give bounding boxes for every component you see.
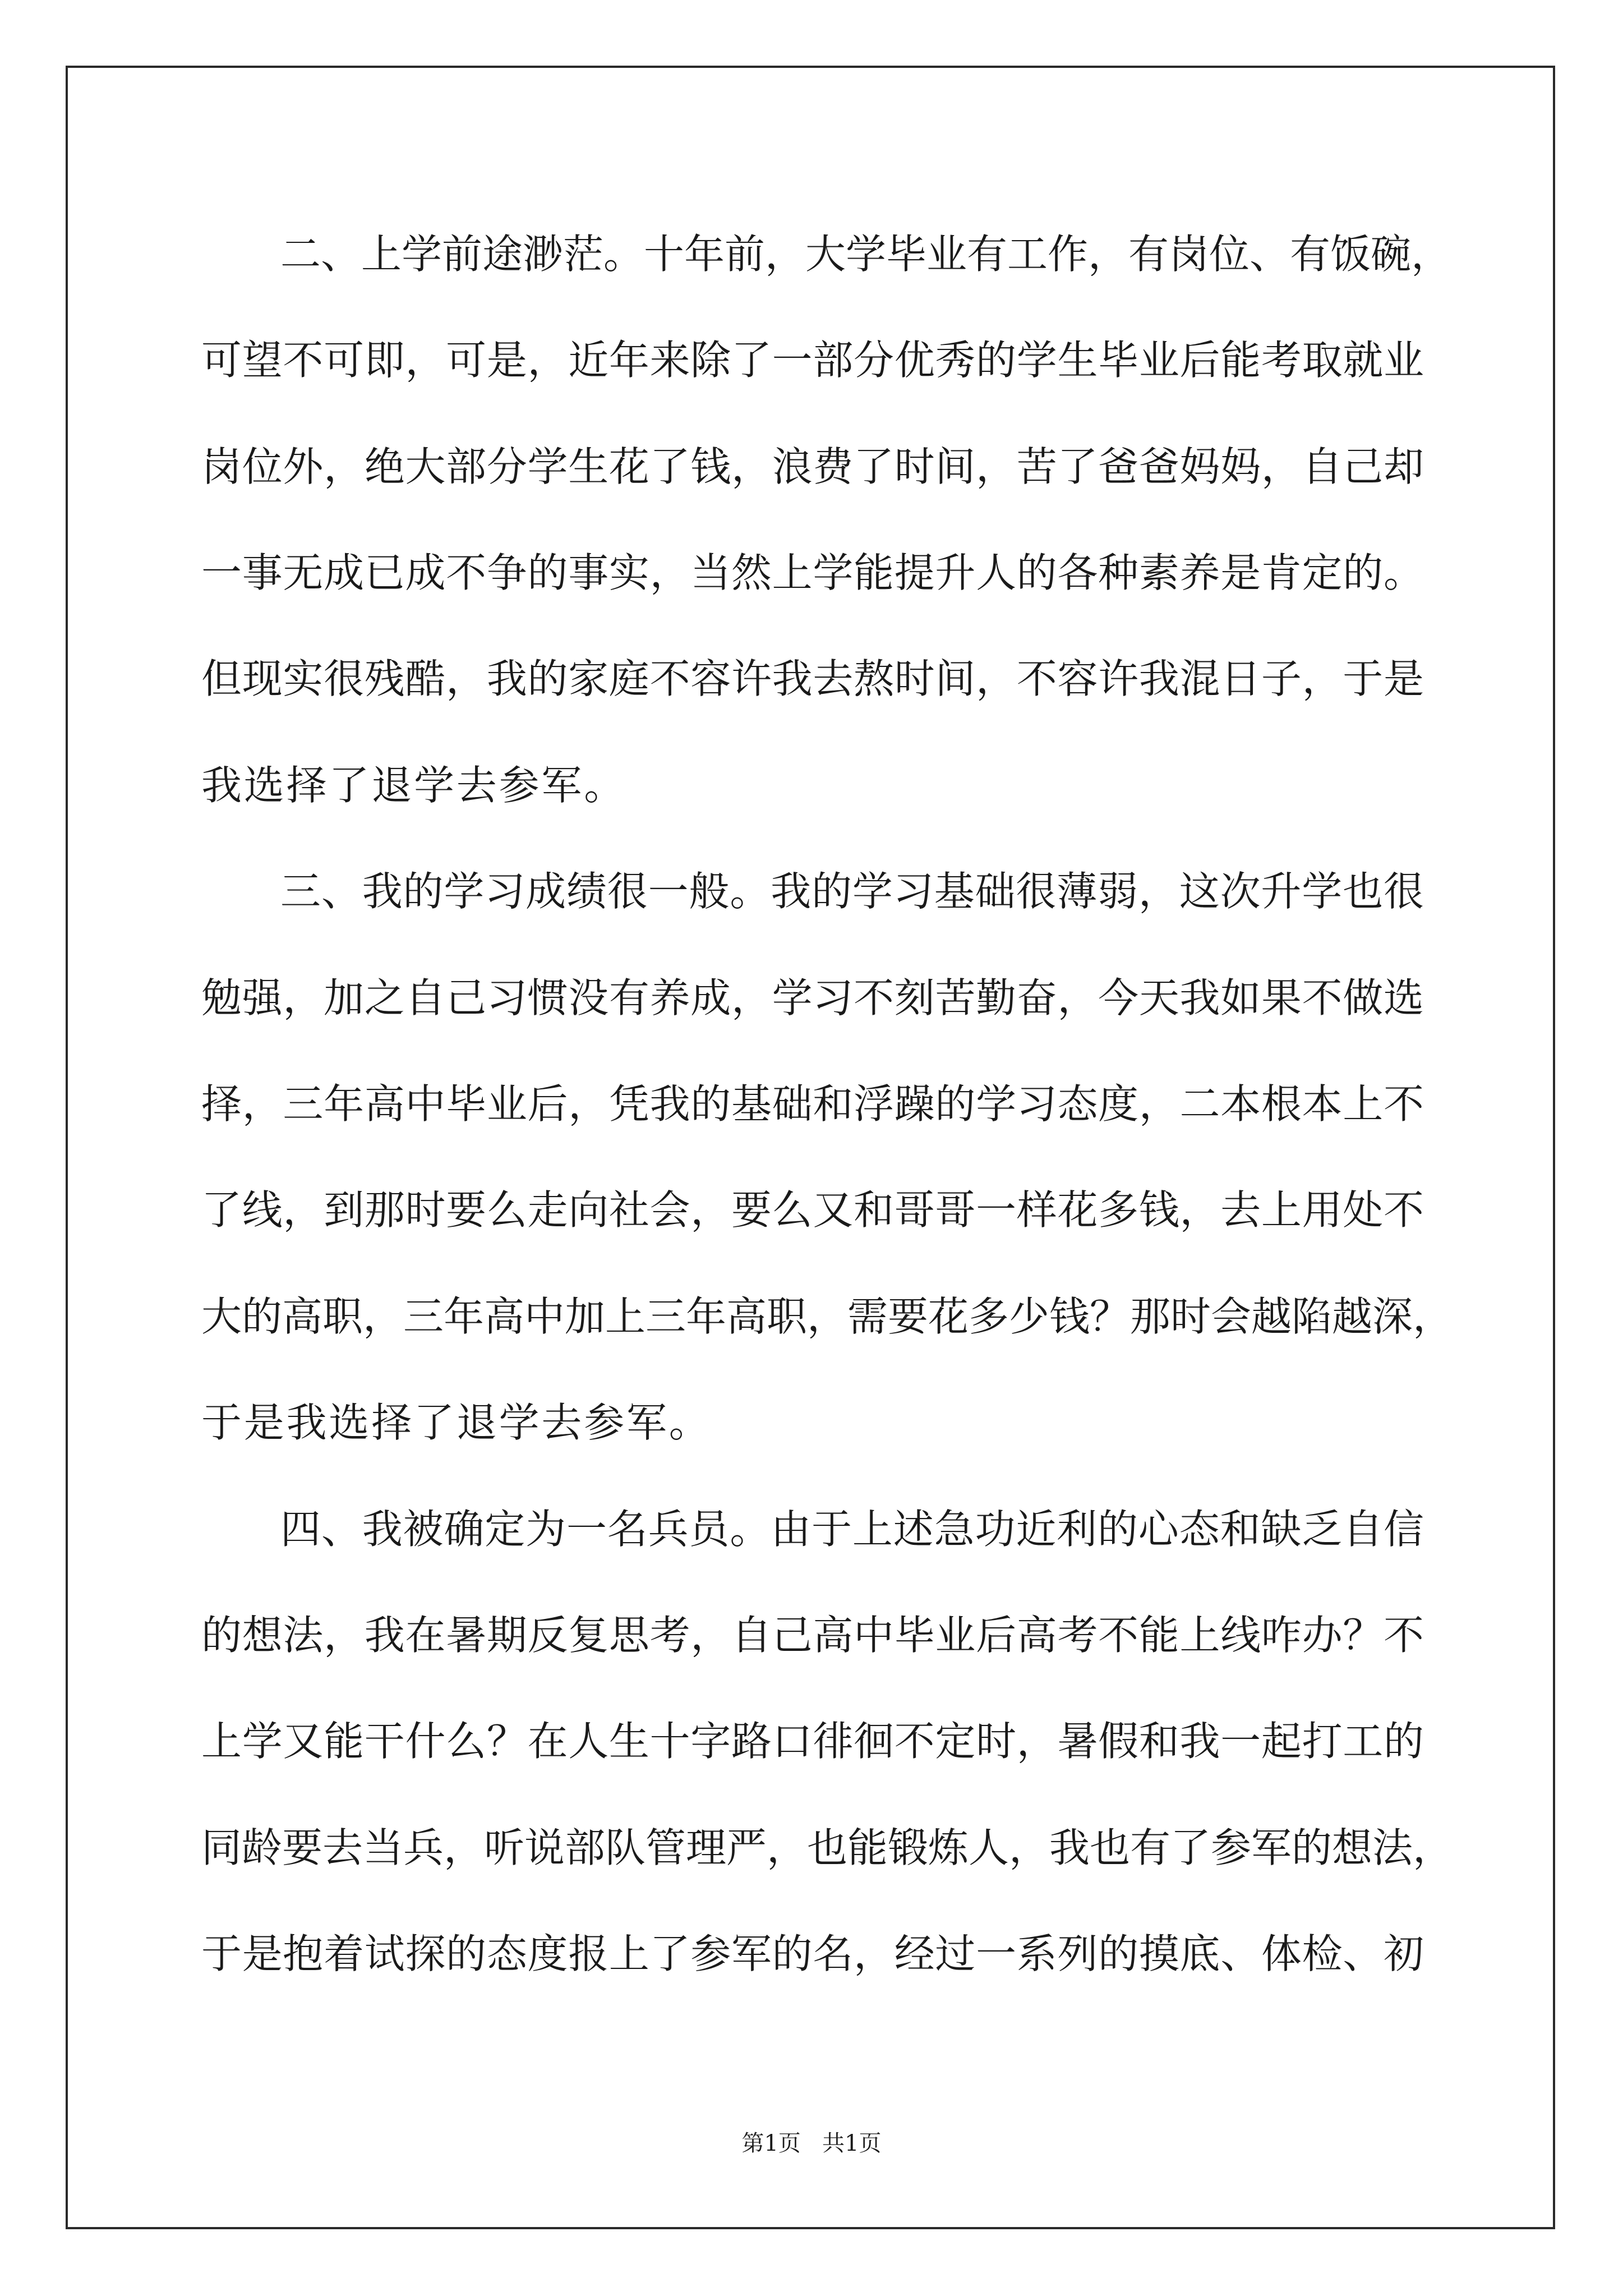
text-line: 四、我被确定为一名兵员。由于上述急功近利的心态和缺乏自信 — [280, 1506, 1424, 1553]
text-line: 择，三年高中毕业后，凭我的基础和浮躁的学习态度，二本根本上不 — [201, 1080, 1424, 1128]
text-line: 同龄要去当兵，听说部队管理严，也能锻炼人，我也有了参军的想法， — [201, 1824, 1454, 1871]
page-border — [66, 66, 1555, 2229]
text-line: 岗位外，绝大部分学生花了钱，浪费了时间，苦了爸爸妈妈，自己却 — [201, 443, 1424, 490]
text-line: 三、我的学习成绩很一般。我的学习基础很薄弱，这次升学也很 — [280, 868, 1424, 915]
text-line: 一事无成已成不争的事实，当然上学能提升人的各种素养是肯定的。 — [201, 549, 1424, 596]
text-line: 上学又能干什么？在人生十字路口徘徊不定时，暑假和我一起打工的 — [201, 1718, 1424, 1765]
text-line: 我选择了退学去参军。 — [201, 762, 627, 809]
text-line: 可望不可即，可是，近年来除了一部分优秀的学生毕业后能考取就业 — [201, 337, 1424, 384]
text-line: 于是抱着试探的态度报上了参军的名，经过一系列的摸底、体检、初 — [201, 1930, 1424, 1977]
text-line: 的想法，我在暑期反复思考，自己高中毕业后高考不能上线咋办？不 — [201, 1612, 1424, 1659]
page-footer: 第1页 共1页 — [741, 2131, 882, 2156]
text-line: 二、上学前途渺茫。十年前，大学毕业有工作，有岗位、有饭碗， — [280, 231, 1452, 278]
text-line: 但现实很残酷，我的家庭不容许我去熬时间，不容许我混日子，于是 — [201, 655, 1424, 702]
text-line: 了线，到那时要么走向社会，要么又和哥哥一样花多钱，去上用处不 — [201, 1186, 1424, 1234]
text-line: 勉强，加之自己习惯没有养成，学习不刻苦勤奋，今天我如果不做选 — [201, 974, 1424, 1022]
text-line: 于是我选择了退学去参军。 — [201, 1399, 712, 1446]
text-line: 大的高职，三年高中加上三年高职，需要花多少钱？那时会越陷越深， — [201, 1293, 1454, 1340]
